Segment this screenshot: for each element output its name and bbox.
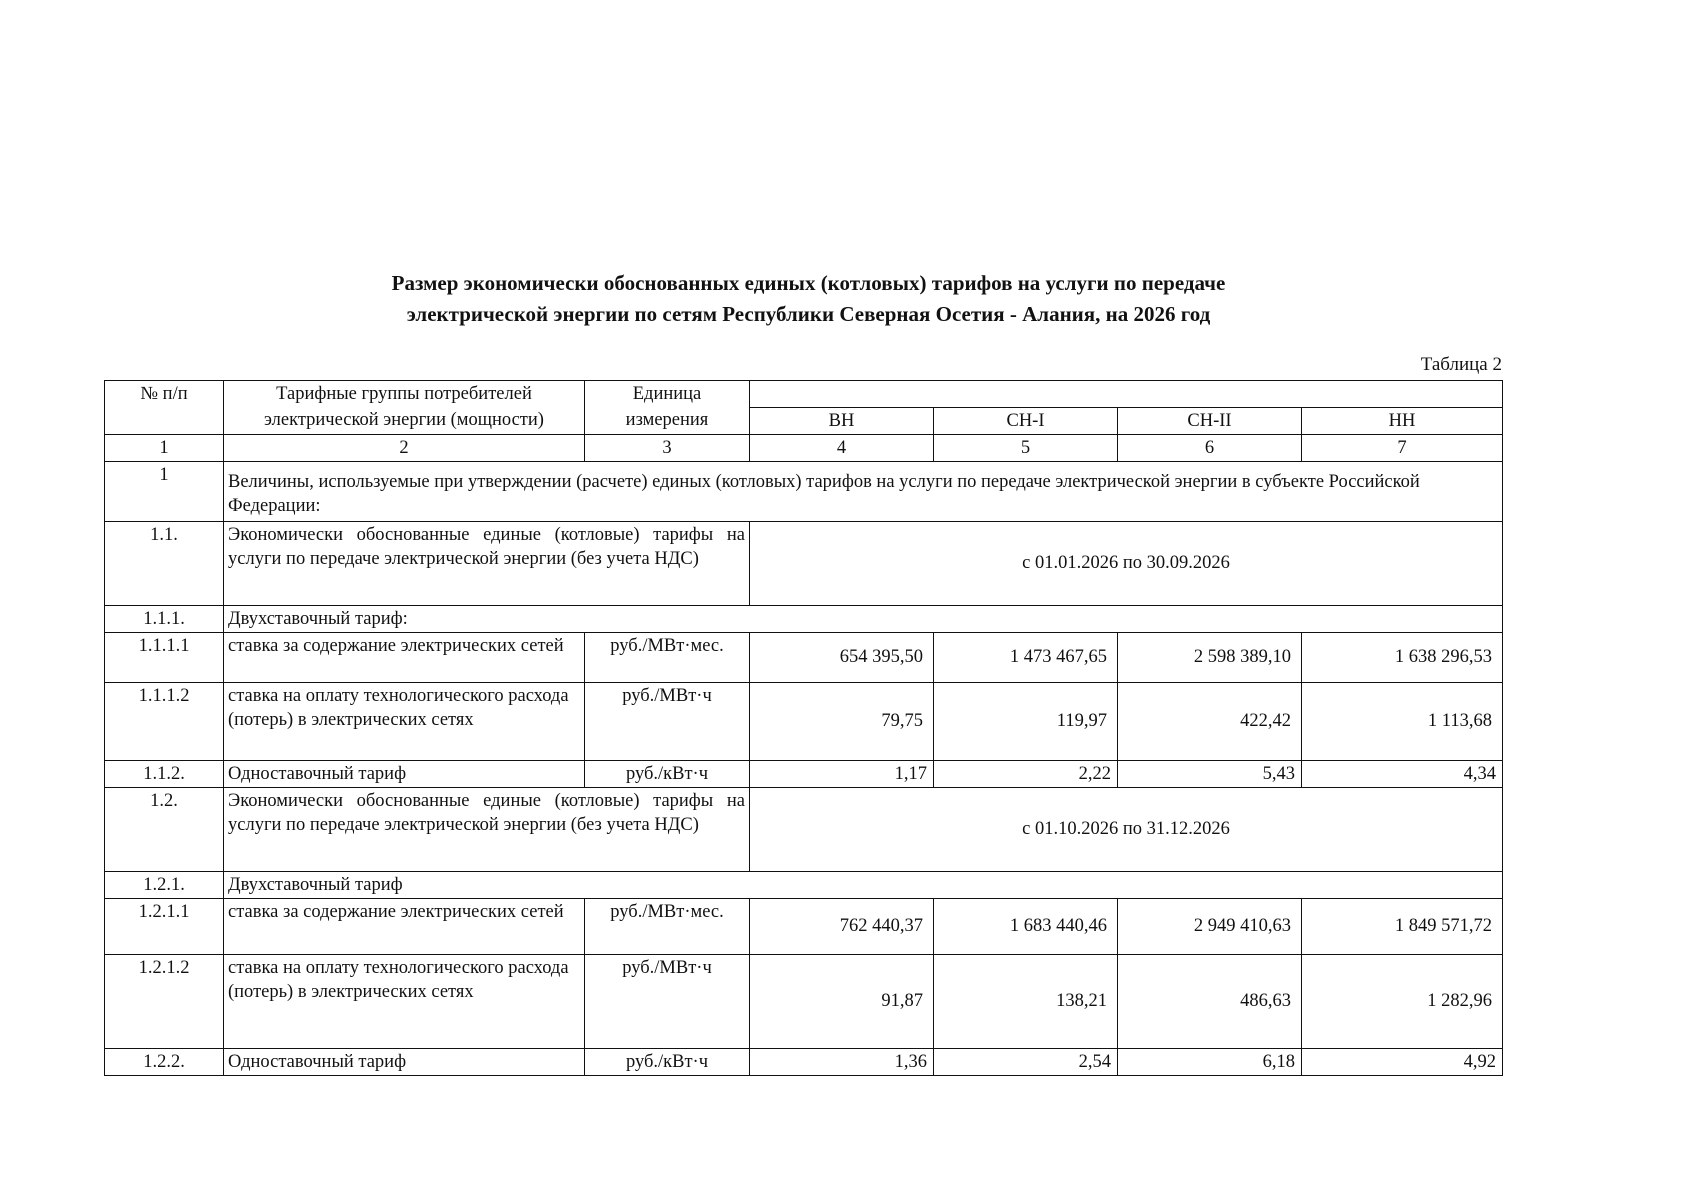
value-sn1: 2,54 — [934, 1048, 1118, 1075]
row-num: 1.2.1.1 — [105, 898, 224, 954]
rate-label: ставка на оплату технологического расхода (потерь) в электрических сетях — [224, 954, 585, 1048]
header-levels-empty — [750, 381, 1503, 408]
period-range: с 01.01.2026 по 30.09.2026 — [750, 521, 1503, 605]
rate-unit: руб./кВт·ч — [585, 1048, 750, 1075]
header-unit-line2: измерения — [585, 407, 750, 434]
period-description: Экономически обоснованные единые (котловые) тарифы на услуги по передаче электрической энергии (без учета НДС) — [224, 787, 750, 871]
row-num: 1.2.1. — [105, 871, 224, 898]
value-sn2: 5,43 — [1118, 760, 1302, 787]
row-num: 1.1.1.1 — [105, 632, 224, 682]
value-sn2: 2 598 389,10 — [1118, 632, 1302, 682]
rate-unit: руб./МВт·ч — [585, 682, 750, 760]
row-num: 1.1. — [105, 521, 224, 605]
row-num: 1.1.1.2 — [105, 682, 224, 760]
rate-unit: руб./МВт·ч — [585, 954, 750, 1048]
col-number: 4 — [750, 434, 934, 461]
header-groups-line2: электрической энергии (мощности) — [224, 407, 585, 434]
value-sn2: 2 949 410,63 — [1118, 898, 1302, 954]
row-num: 1.2.1.2 — [105, 954, 224, 1048]
value-vn: 762 440,37 — [750, 898, 934, 954]
row-num: 1.2.2. — [105, 1048, 224, 1075]
rate-label: ставка за содержание электрических сетей — [224, 632, 585, 682]
title-line-1: Размер экономически обоснованных единых (котловых) тарифов на услуги по передаче — [391, 271, 1226, 295]
rate-unit: руб./МВт·мес. — [585, 898, 750, 954]
value-vn: 91,87 — [750, 954, 934, 1048]
col-number: 6 — [1118, 434, 1302, 461]
two-rate-label: Двухставочный тариф — [224, 871, 1503, 898]
rate-label: ставка на оплату технологического расхода (потерь) в электрических сетях — [224, 682, 585, 760]
period-description: Экономически обоснованные единые (котловые) тарифы на услуги по передаче электрической энергии (без учета НДС) — [224, 521, 750, 605]
col-number: 3 — [585, 434, 750, 461]
value-sn2: 6,18 — [1118, 1048, 1302, 1075]
header-unit-line1: Единица — [585, 381, 750, 408]
header-level-sn2: СН-II — [1118, 407, 1302, 434]
title-line-2: электрической энергии по сетям Республики Северная Осетия - Алания, на 2026 год — [406, 302, 1211, 326]
rate-unit: руб./кВт·ч — [585, 760, 750, 787]
value-nn: 4,92 — [1302, 1048, 1503, 1075]
value-vn: 1,17 — [750, 760, 934, 787]
document-title — [0, 268, 1617, 330]
value-nn: 1 113,68 — [1302, 682, 1503, 760]
header-level-nn: НН — [1302, 407, 1503, 434]
value-nn: 1 849 571,72 — [1302, 898, 1503, 954]
header-num: № п/п — [105, 381, 224, 435]
value-sn1: 119,97 — [934, 682, 1118, 760]
one-rate-label: Одноставочный тариф — [224, 760, 585, 787]
value-sn1: 138,21 — [934, 954, 1118, 1048]
header-level-sn1: СН-I — [934, 407, 1118, 434]
value-vn: 79,75 — [750, 682, 934, 760]
table-label: Таблица 2 — [1420, 354, 1502, 375]
value-sn2: 422,42 — [1118, 682, 1302, 760]
value-sn1: 2,22 — [934, 760, 1118, 787]
period-range: с 01.10.2026 по 31.12.2026 — [750, 787, 1503, 871]
section-num: 1 — [105, 461, 224, 521]
col-number: 2 — [224, 434, 585, 461]
row-num: 1.1.1. — [105, 605, 224, 632]
value-sn2: 486,63 — [1118, 954, 1302, 1048]
row-num: 1.1.2. — [105, 760, 224, 787]
value-vn: 1,36 — [750, 1048, 934, 1075]
col-number: 7 — [1302, 434, 1503, 461]
value-vn: 654 395,50 — [750, 632, 934, 682]
col-number: 5 — [934, 434, 1118, 461]
rate-label: ставка за содержание электрических сетей — [224, 898, 585, 954]
col-number: 1 — [105, 434, 224, 461]
row-num: 1.2. — [105, 787, 224, 871]
header-level-vn: ВН — [750, 407, 934, 434]
value-sn1: 1 683 440,46 — [934, 898, 1118, 954]
rate-unit: руб./МВт·мес. — [585, 632, 750, 682]
section-text: Величины, используемые при утверждении (расчете) единых (котловых) тарифов на услуги по передаче электрической энергии в субъекте Российской Федерации: — [224, 461, 1503, 521]
value-nn: 1 638 296,53 — [1302, 632, 1503, 682]
two-rate-label: Двухставочный тариф: — [224, 605, 1503, 632]
one-rate-label: Одноставочный тариф — [224, 1048, 585, 1075]
header-groups-line1: Тарифные группы потребителей — [224, 381, 585, 408]
value-sn1: 1 473 467,65 — [934, 632, 1118, 682]
tariff-table — [104, 380, 1503, 1076]
value-nn: 1 282,96 — [1302, 954, 1503, 1048]
value-nn: 4,34 — [1302, 760, 1503, 787]
